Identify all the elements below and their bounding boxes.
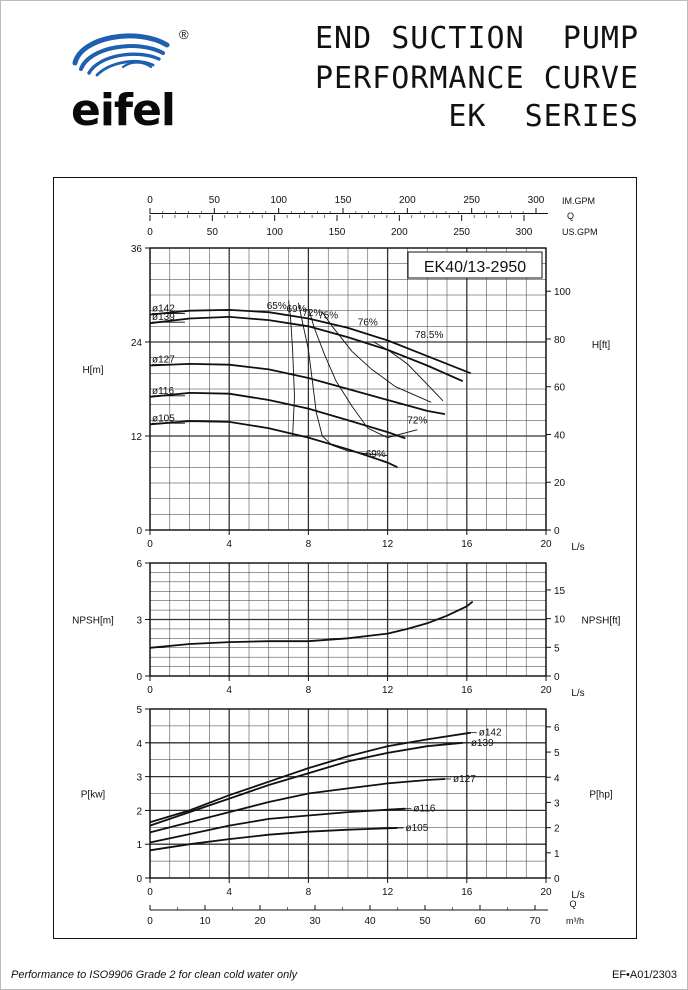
registered-mark: ® [179,27,189,42]
y2-axis-title: P[hp] [589,789,613,801]
y2-tick-label: 5 [554,643,560,655]
x-tick-label: 8 [305,887,312,898]
y-tick-label: 0 [136,526,142,537]
y2-tick-label: 20 [554,478,566,490]
m3h-tick-label: 10 [199,916,211,927]
y2-tick-label: 40 [554,430,566,442]
series-label: ø105 [152,413,175,425]
x-axis-unit: L/s [571,688,585,699]
im-gpm-tick-label: 200 [398,195,416,206]
x-tick-label: 20 [540,539,552,550]
chart-title: EK40/13-2950 [423,259,527,276]
us-gpm-tick-label: 250 [453,227,471,238]
y2-tick-label: 2 [554,823,560,835]
x-tick-label: 8 [305,539,312,550]
x-tick-label: 0 [147,685,153,696]
y2-tick-label: 5 [554,748,560,760]
y2-tick-label: 4 [554,773,560,785]
x-axis-unit: L/s [571,890,585,901]
y2-axis-title: NPSH[ft] [581,615,621,627]
series-line [150,421,398,467]
im-gpm-tick-label: 50 [208,195,220,206]
title-line-2: PERFORMANCE CURVE [314,61,639,96]
us-gpm-tick-label: 200 [390,227,408,238]
y-tick-label: 5 [136,705,142,716]
y-tick-label: 3 [136,772,142,784]
y2-tick-label: 0 [554,526,560,537]
brand-name: eifel [71,85,175,136]
im-gpm-tick-label: 100 [270,195,288,206]
swirl-icon [75,36,167,75]
y2-tick-label: 80 [554,334,566,346]
y2-tick-label: 6 [554,722,560,734]
efficiency-curve [289,301,295,437]
x-tick-label: 20 [540,685,552,696]
y-tick-label: 12 [130,432,142,443]
m3h-tick-label: 0 [147,916,153,927]
x-tick-label: 16 [461,539,473,550]
series-label: ø127 [453,773,476,785]
series-label: ø142 [478,727,502,739]
efficiency-label: 69% [286,304,307,316]
x-tick-label: 8 [305,685,312,696]
x-tick-label: 0 [147,539,153,550]
x-tick-label: 0 [147,887,153,898]
x-tick-label: 4 [226,539,232,550]
m3h-q-label: Q [569,899,577,909]
us-gpm-tick-label: 100 [266,227,284,238]
footer-note: Performance to ISO9906 Grade 2 for clean cold water only [11,969,298,981]
performance-chart [53,177,637,939]
us-gpm-tick-label: 0 [147,227,153,238]
us-gpm-tick-label: 50 [206,227,218,238]
y-tick-label: 0 [136,672,142,683]
y2-tick-label: 0 [554,874,560,885]
y2-tick-label: 100 [554,287,571,299]
y2-tick-label: 1 [554,848,560,860]
series-label: ø105 [405,822,429,834]
y2-tick-label: 0 [554,672,560,683]
y2-tick-label: 60 [554,382,566,394]
y-tick-label: 4 [136,738,142,750]
m3h-tick-label: 70 [529,916,541,927]
im-gpm-tick-label: 0 [147,195,153,206]
series-label: ø116 [152,385,175,397]
y-axis-title: H[m] [82,365,104,376]
x-tick-label: 12 [382,887,394,898]
y2-axis-title: H[ft] [591,340,611,351]
m3h-tick-label: 30 [309,916,321,927]
x-tick-label: 4 [226,887,232,898]
y-tick-label: 0 [136,874,142,885]
y2-tick-label: 10 [554,614,566,626]
series-line [150,828,398,850]
series-label: ø127 [152,354,175,366]
m3h-unit: m³/h [566,916,584,926]
im-gpm-tick-label: 250 [463,195,481,206]
efficiency-label: 72% [407,415,428,427]
title-line-1: END SUCTION PUMP [314,21,639,56]
flow-q-label: Q [567,211,575,221]
us-gpm-tick-label: 150 [328,227,346,238]
series-line [150,602,473,648]
series-line [150,779,445,832]
series-line [150,393,405,439]
y2-tick-label: 3 [554,798,560,810]
m3h-tick-label: 40 [364,916,376,927]
efficiency-label: 65% [266,301,287,313]
efficiency-label: 76% [357,317,378,329]
y-axis-title: P[kw] [80,789,106,801]
title-line-3: EK SERIES [448,99,639,134]
m3h-tick-label: 60 [474,916,486,927]
series-label: ø139 [470,737,494,749]
im-gpm-tick-label: 150 [334,195,352,206]
y2-tick-label: 15 [554,585,566,597]
efficiency-label: 69% [365,449,386,461]
footer-code: EF•A01/2303 [611,969,677,981]
m3h-tick-label: 20 [254,916,266,927]
x-tick-label: 16 [461,685,473,696]
x-tick-label: 4 [226,685,232,696]
im-gpm-unit: IM.GPM [562,196,595,206]
us-gpm-tick-label: 300 [515,227,533,238]
x-tick-label: 20 [540,887,552,898]
efficiency-label: 72% [302,308,323,320]
series-label: ø139 [152,312,175,324]
y-tick-label: 24 [130,338,142,349]
y-axis-title: NPSH[m] [72,615,114,627]
x-tick-label: 12 [382,685,394,696]
us-gpm-unit: US.GPM [562,227,598,237]
series-line [150,809,405,843]
y-tick-label: 2 [136,806,142,818]
x-tick-label: 16 [461,887,473,898]
y-tick-label: 1 [136,840,142,852]
y-tick-label: 6 [136,559,142,570]
series-label: ø142 [152,303,175,315]
series-label: ø116 [413,803,436,815]
x-tick-label: 12 [382,539,394,550]
m3h-tick-label: 50 [419,916,431,927]
x-axis-unit: L/s [571,542,585,553]
efficiency-label: 75% [318,310,339,322]
efficiency-label: 78.5% [415,330,444,342]
y-tick-label: 3 [136,615,142,627]
im-gpm-tick-label: 300 [527,195,545,206]
y-tick-label: 36 [130,244,142,255]
